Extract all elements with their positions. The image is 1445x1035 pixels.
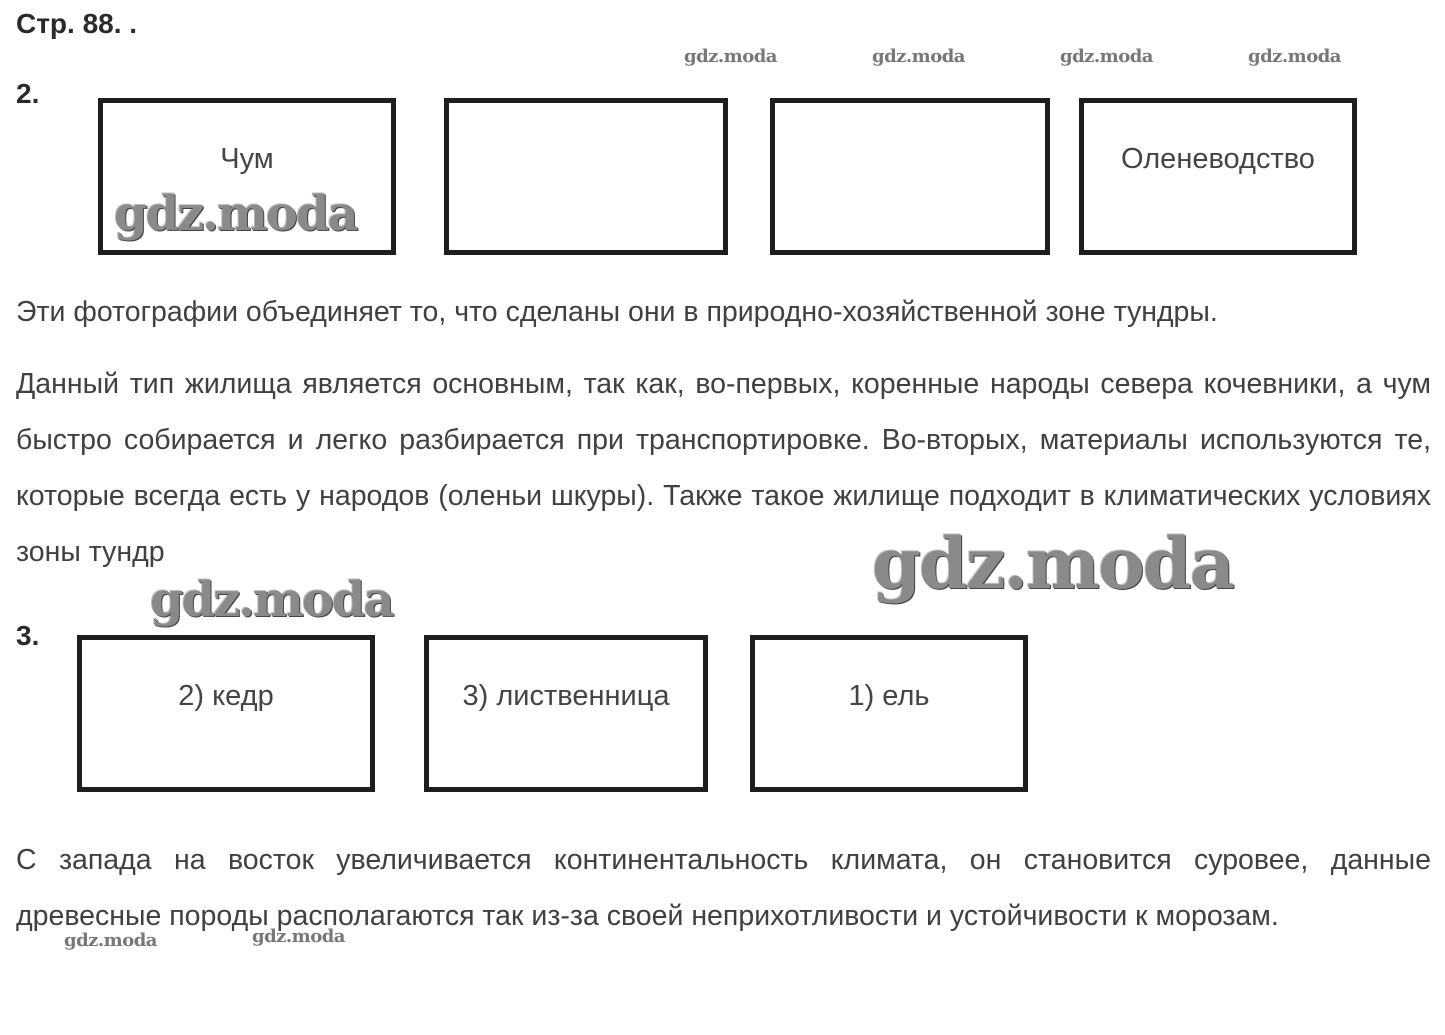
task-2-box-4 [1079,98,1357,255]
task-2-number: 2. [16,78,40,109]
watermark: gdz.moda [114,186,357,242]
task-3-box-2-text: 3) лиственница [462,680,670,712]
watermark: gdz.moda [64,930,157,951]
task-2-box-3 [770,98,1050,255]
watermark: gdz.moda [252,926,345,947]
task-2-box-2 [444,98,728,255]
watermark: gdz.moda [872,46,965,67]
task-2-paragraph-2: Данный тип жилища является основным, так как, во-первых, коренные народы севера кочевники, а чум быстро собирается и легко разбирается при транспортировке. Во-вторых, материалы используются те, которые всегда есть у народов (оленьи шкуры). Также такое жилище подходит в климатических условиях зоны тундр [16,368,1431,568]
task-3-number: 3. [16,620,40,651]
watermark: gdz.moda [684,46,777,67]
task-2-box-1-text: Чум [220,143,274,175]
task-3-box-1-text: 2) кедр [178,680,274,712]
watermark: gdz.moda [1060,46,1153,67]
watermark: gdz.moda [150,572,393,628]
task-3-paragraph: С запада на восток увеличивается континентальность климата, он становится суровее, данные древесные породы располагаются так из-за своей неприхотливости и устойчивости к морозам. [16,844,1431,932]
task-3-box-2 [424,635,708,792]
task-3-box-3-text: 1) ель [848,680,930,712]
watermark: gdz.moda [1248,46,1341,67]
task-3-box-3 [750,635,1028,792]
task-3-box-1 [77,635,375,792]
task-2-box-4-text: Оленеводство [1121,143,1315,175]
watermark: gdz.moda [872,522,1234,605]
task-2-paragraph-1: Эти фотографии объединяет то, что сделаны они в природно-хозяйственной зоне тундры. [16,296,1218,328]
page-label: Стр. 88. . [16,8,138,39]
